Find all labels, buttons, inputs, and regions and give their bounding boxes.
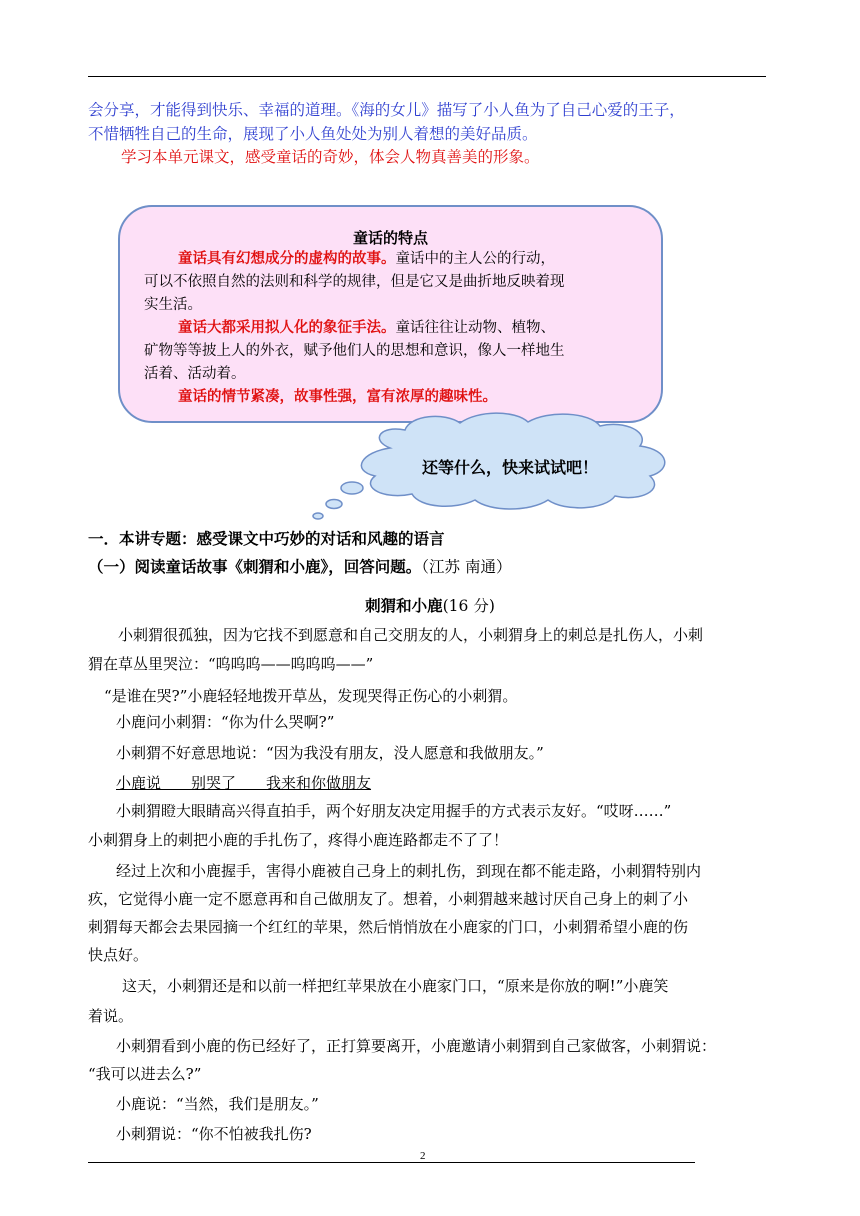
page-number: 2 (420, 1150, 426, 1162)
story-line-1: 小刺猬很孤独，因为它找不到愿意和自己交朋友的人，小刺猬身上的刺总是扎伤人，小刺 (118, 626, 704, 644)
story-line-6-blank: 小鹿说 别哭了 我来和你做朋友 (116, 774, 372, 792)
box-p2-l2: 矿物等等披上人的外衣，赋予他们人的思想和意识，像人一样地生 (144, 343, 565, 359)
story-score: (16 分) (442, 597, 495, 615)
box-p1-l2: 可以不依照自然的法则和科学的规律，但是它又是曲折地反映着现 (144, 274, 565, 290)
section-subheading (88, 557, 511, 577)
section-heading: 一．本讲专题：感受课文中巧妙的对话和风趣的语言 (88, 529, 445, 548)
story-line-7: 小刺猬瞪大眼睛高兴得直拍手，两个好朋友决定用握手的方式表示友好。“哎呀……” (116, 802, 672, 820)
intro-line-1: 会分享，才能得到快乐、幸福的道理。《海的女儿》描写了小人鱼为了自己心爱的王子， (88, 101, 685, 119)
story-line-16: “我可以进去么?” (88, 1065, 202, 1083)
story-line-11: 刺猬每天都会去果园摘一个红红的苹果，然后悄悄放在小鹿家的门口，小刺猬希望小鹿的伤 (88, 918, 689, 936)
intro-line-3: 学习本单元课文，感受童话的奇妙，体会人物真善美的形象。 (121, 148, 540, 166)
story-line-12: 快点好。 (88, 946, 149, 964)
box-title: 童话的特点 (352, 229, 428, 247)
box-p3: 童话的情节紧凑，故事性强，富有浓厚的趣味性。 (178, 388, 497, 405)
story-line-18: 小刺猬说：“你不怕被我扎伤? (116, 1125, 312, 1143)
box-p2-highlight: 童话大都采用拟人化的象征手法。 (178, 319, 396, 336)
story-line-8: 小刺猬身上的刺把小鹿的手扎伤了，疼得小鹿连路都走不了了！ (88, 831, 509, 849)
story-title-line (0, 596, 860, 616)
footer-rule (88, 1162, 695, 1163)
box-p1-rest: 童话中的主人公的行动， (395, 251, 555, 267)
box-p1-l3: 实生活。 (144, 297, 202, 313)
story-line-13: 这天，小刺猬还是和以前一样把红苹果放在小鹿家门口，“原来是你放的啊!”小鹿笑 (122, 977, 669, 995)
intro-line-2: 不惜牺牲自己的生命，展现了小人鱼处处为别人着想的美好品质。 (88, 125, 538, 143)
cloud-text: 还等什么，快来试试吧！ (421, 458, 598, 477)
subheading-source: （江苏 南通） (421, 558, 512, 576)
story-line-9: 经过上次和小鹿握手，害得小鹿被自己身上的刺扎伤，到现在都不能走路，小刺猬特别内 (116, 862, 702, 880)
subheading-main: （一）阅读童话故事《刺猬和小鹿》，回答问题。 (88, 557, 422, 576)
story-line-10: 疚，它觉得小鹿一定不愿意再和自己做朋友了。想着，小刺猬越来越讨厌自己身上的刺了小 (88, 890, 689, 908)
story-line-17: 小鹿说：“当然，我们是朋友。” (116, 1095, 319, 1113)
story-line-14: 着说。 (88, 1007, 134, 1025)
story-line-2: 猬在草丛里哭泣：“呜呜呜——呜呜呜——” (88, 655, 374, 673)
box-p1-highlight: 童话具有幻想成分的虚构的故事。 (178, 250, 396, 267)
story-title: 刺猬和小鹿 (365, 597, 443, 615)
story-line-4: 小鹿问小刺猬：“你为什么哭啊?” (116, 713, 335, 731)
box-p2-rest: 童话往往让动物、植物、 (395, 320, 555, 336)
story-line-15: 小刺猬看到小鹿的伤已经好了，正打算要离开，小鹿邀请小刺猬到自己家做客，小刺猬说： (116, 1037, 717, 1055)
story-line-5: 小刺猬不好意思地说：“因为我没有朋友，没人愿意和我做朋友。” (116, 744, 544, 762)
story-line-3: “是谁在哭?”小鹿轻轻地拨开草丛，发现哭得正伤心的小刺猬。 (104, 687, 518, 705)
box-p2-l3: 活着、活动着。 (144, 366, 246, 382)
